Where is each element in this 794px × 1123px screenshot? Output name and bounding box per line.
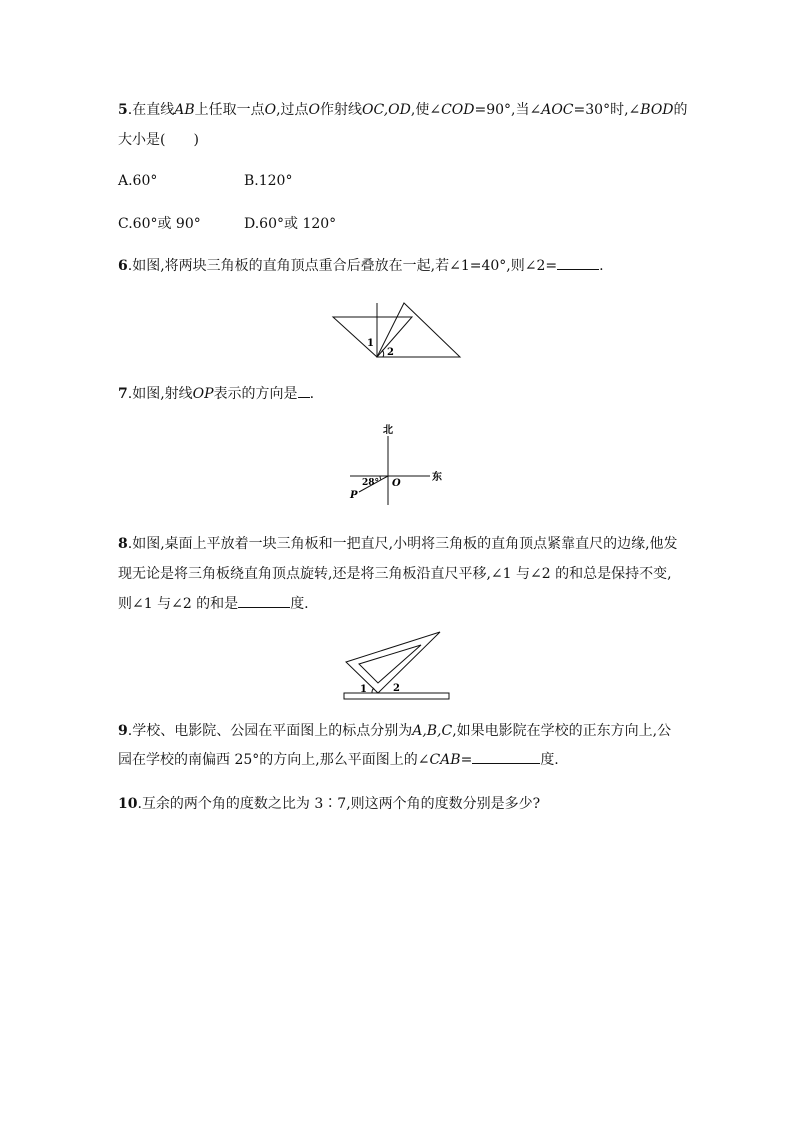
text: 度. bbox=[540, 752, 559, 768]
var-o: O bbox=[264, 102, 277, 118]
text: .学校、电影院、公园在平面图上的标点分别为 bbox=[127, 723, 413, 739]
point-p-label: P bbox=[350, 490, 358, 501]
text: ,使∠ bbox=[410, 102, 442, 118]
text: 则∠1 与∠2 的和是 bbox=[118, 596, 239, 612]
question-8-line-2: 现无论是将三角板绕直角顶点旋转,还是将三角板沿直尺平移,∠1 与∠2 的和总是保持不变, bbox=[118, 566, 672, 582]
var-bod: BOD bbox=[640, 102, 674, 118]
angle-label: 28° bbox=[362, 478, 380, 488]
angle-label-1: 1 bbox=[360, 684, 367, 695]
text: =90°,当∠ bbox=[474, 102, 542, 118]
var-ab: AB bbox=[174, 102, 195, 118]
option-c: C.60°或 90° bbox=[118, 216, 201, 232]
question-9-line-2 bbox=[118, 745, 559, 776]
question-number: 5 bbox=[118, 102, 128, 118]
option-b: B.120° bbox=[244, 173, 293, 189]
angle-arc bbox=[372, 688, 374, 693]
text: .如图,射线 bbox=[127, 386, 193, 402]
text: 园在学校的南偏西 25°的方向上,那么平面图上的∠ bbox=[118, 752, 430, 768]
text: = bbox=[460, 752, 473, 768]
option-d: D.60°或 120° bbox=[244, 216, 337, 232]
text: .在直线 bbox=[127, 102, 175, 118]
text: ,过点 bbox=[276, 102, 309, 118]
question-5-line-2: 大小是( ) bbox=[118, 132, 199, 148]
text: 作射线 bbox=[320, 102, 363, 118]
text: ,如果电影院在学校的正东方向上,公 bbox=[452, 723, 672, 739]
set-square-inner bbox=[359, 645, 421, 683]
origin-label: O bbox=[392, 478, 401, 489]
var-o: O bbox=[308, 102, 321, 118]
question-9-line-1 bbox=[118, 716, 671, 747]
var-oc-od: OC,OD bbox=[362, 102, 411, 118]
north-label: 北 bbox=[383, 425, 393, 436]
text: .如图,桌面上平放着一块三角板和一把直尺,小明将三角板的直角顶点紧靠直尺的边缘,他发 bbox=[127, 536, 678, 552]
question-number: 6 bbox=[118, 258, 128, 274]
var-cod: COD bbox=[441, 102, 475, 118]
question-number: 8 bbox=[118, 536, 128, 552]
angle-label-2: 2 bbox=[393, 683, 400, 694]
question-10 bbox=[118, 789, 540, 820]
option-a: A.60° bbox=[118, 173, 158, 189]
angle-label-1: 1 bbox=[367, 338, 374, 349]
answer-blank bbox=[472, 749, 540, 764]
var-cab: CAB bbox=[429, 752, 461, 768]
var-aoc: AOC bbox=[541, 102, 574, 118]
angle-label-2: 2 bbox=[387, 347, 394, 358]
question-number: 9 bbox=[118, 723, 128, 739]
text: 的 bbox=[673, 102, 688, 118]
text: . bbox=[599, 258, 604, 274]
var-op: OP bbox=[192, 386, 214, 402]
east-label: 东 bbox=[432, 472, 442, 483]
text: 度. bbox=[290, 596, 309, 612]
text: 表示的方向是 bbox=[213, 386, 298, 402]
text: .如图,将两块三角板的直角顶点重合后叠放在一起,若∠1=40°,则∠2= bbox=[127, 258, 558, 274]
var-abc: A,B,C bbox=[412, 723, 453, 739]
text: 上任取一点 bbox=[194, 102, 265, 118]
question-number: 10 bbox=[118, 796, 138, 812]
text: =30°时,∠ bbox=[573, 102, 641, 118]
text: . bbox=[309, 386, 315, 402]
question-number: 7 bbox=[118, 386, 128, 402]
text: .互余的两个角的度数之比为 3∶7,则这两个角的度数分别是多少? bbox=[137, 796, 541, 812]
